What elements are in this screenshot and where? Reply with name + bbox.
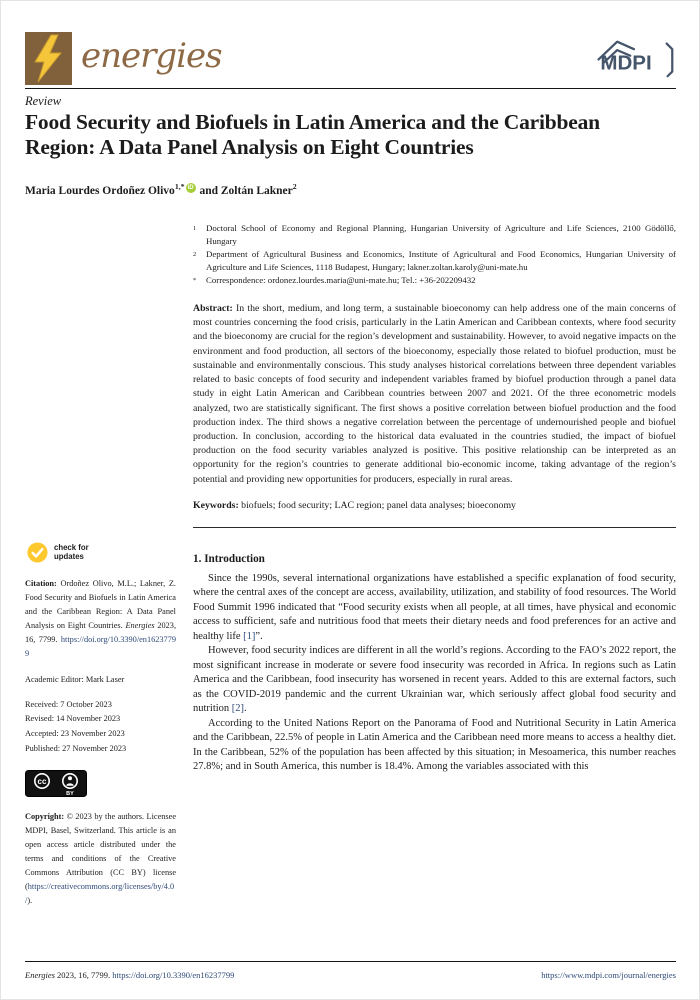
check-updates-label — [54, 544, 89, 562]
abstract-text: In the short, medium, and long term, a sustainable bioeconomy can help address one of the main concerns of most countries concerning the food crisis, particularly in the Latin American and Caribbean contexts, where food security and the bioeconomy are crucial for the region’s development and sustainability. However, to avoid negative impacts on the environment and food production, all sectors of the bioeconomy, especially those related to biofuel production, must be sustainable and environmentally conscious. This study analyses historical correlations between three dependent variables related to basic concepts of food security and independent variables framed by biofuel production through a panel data study in eight Latin American and Caribbean countries between 2007 and 2021. Of the three econometric models analyzed, two are statistically significant. The first shows a positive correlation between biofuel production and the food production index. The third shows a negative correlation between the percentage of undernourished people and biofuel production. In conclusion, according to the historical data evaluated in the countries studied, the impact of biofuel production on the food security variables analyzed is positive. This positive relationship can be interpreted as an opportunity for the region’s countries to generate additional bio-economic income, taking advantage of the region’s potential and providing new opportunities for producers, especially in rural areas. — [193, 303, 676, 485]
affiliation-text: Correspondence: ordonez.lourdes.maria@uni-mate.hu; Tel.: +36-202209432 — [206, 275, 476, 286]
section-divider — [193, 527, 676, 528]
sidebar — [25, 542, 176, 908]
citation-journal: Energies — [125, 621, 155, 631]
journal-name: energies — [81, 35, 222, 76]
footer-journal-name: Energies — [25, 970, 55, 980]
copyright-text-tail: ). — [27, 896, 33, 906]
footer-citation — [25, 970, 234, 980]
cc-icon-label: cc — [37, 776, 47, 786]
author-2-affil-sup: 2 — [292, 182, 297, 191]
cc-by-badge[interactable] — [25, 770, 176, 802]
revised-date: Revised: 14 November 2023 — [25, 714, 121, 724]
affiliation-text: Department of Agricultural Business and Economics, Institute of Agricultural and Food Economics, Hungarian University of Agriculture and Life Sciences, 1118 Budapest, Hungary; lakner.zoltan.karoly@uni-mate.hu — [206, 249, 676, 273]
by-label: BY — [66, 790, 74, 797]
citation-text: Ordoñez Olivo, M.L.; Lakner, Z. Food Security and Biofuels in Latin America and the Caribbean Region: A Data Panel Analysis on Eight Countries. — [25, 579, 176, 631]
intro-para-2-text: However, food security indices are different in all the world’s regions. According to the FAO’s 2022 report, the most significant increase in moderate or severe food insecurity was recorded in Africa. In regions such as Latin America and the Caribbean, food insecurity has worsened in recent years. Added to this are external factors, such as the COVID-2019 pandemic and the current Ukrainian war, which seriously affect global food security and nutrition — [193, 645, 676, 715]
check-updates-line1: check for — [54, 542, 89, 552]
citation-doi-link[interactable]: https://doi.org/10.3390/en16237799 — [25, 635, 176, 659]
abstract — [193, 302, 676, 487]
footer-doi-link[interactable]: https://doi.org/10.3390/en16237799 — [112, 970, 235, 980]
main-column — [193, 222, 676, 775]
footer-journal-link[interactable]: https://www.mdpi.com/journal/energies — [541, 970, 676, 980]
abstract-label: Abstract: — [193, 303, 233, 315]
journal-header — [25, 30, 676, 87]
footer-divider — [25, 961, 676, 962]
check-icon — [27, 542, 48, 563]
author-2: Zoltán Lakner — [220, 184, 293, 197]
citation-label: Citation: — [25, 579, 57, 588]
energies-bolt-icon — [25, 32, 72, 85]
keywords-text: biofuels; food security; LAC region; panel data analyses; bioeconomy — [241, 499, 516, 511]
received-date: Received: 7 October 2023 — [25, 699, 112, 709]
authors-line — [25, 183, 297, 197]
academic-editor: Academic Editor: Mark Laser — [25, 674, 125, 684]
affiliation-marker: * — [193, 276, 197, 284]
article-dates — [25, 698, 176, 757]
authors-separator: and — [199, 184, 218, 197]
orcid-icon[interactable]: iD — [187, 185, 194, 191]
copyright-block — [25, 810, 176, 909]
check-updates-line2: updates — [54, 551, 84, 561]
intro-para-1 — [193, 572, 676, 644]
affiliation-row — [193, 222, 676, 248]
mdpi-logo[interactable] — [592, 36, 676, 81]
affiliations-list — [193, 222, 676, 287]
page-title: Food Security and Biofuels in Latin America and the Caribbean Region: A Data Panel Analysis on Eight Countries — [25, 110, 600, 160]
citation-ref: 2023, 16, 7799. — [25, 621, 177, 645]
author-1-affil-sup: 1,* — [174, 182, 185, 191]
copyright-license-link[interactable]: https://creativecommons.org/licenses/by/4.0/ — [25, 882, 175, 906]
accepted-date: Accepted: 23 November 2023 — [25, 729, 125, 739]
intro-heading: 1. Introduction — [193, 552, 265, 565]
affiliation-row — [193, 274, 676, 287]
affiliation-marker: 1 — [193, 224, 197, 232]
header-divider — [25, 88, 676, 89]
footer-ref: 2023, 16, 7799. — [57, 970, 111, 980]
intro-para-1-tail: ”. — [255, 630, 263, 642]
footer — [25, 970, 676, 980]
citation-block — [25, 577, 176, 662]
author-1: Maria Lourdes Ordoñez Olivo — [25, 184, 175, 197]
mdpi-logo-label: MDPI — [600, 51, 652, 75]
intro-para-1-text: Since the 1990s, several international organizations have established a specific explanation of food security, where the central axes of the concept are access, availability, utilization, and stability of food resources. The World Food Summit 1996 indicated that “Food security exists when all people, at all times, have physical and economic access to sufficient, safe and nutritious food that meets their dietary needs and food preferences for an active and healthy life — [193, 572, 676, 642]
article-type-label: Review — [25, 94, 62, 108]
intro-para-3: According to the United Nations Report on the Panorama of Food and Nutritional Security in Latin America and the Caribbean, 22.5% of people in Latin America and the Caribbean need more means to access a healthy diet. In the Caribbean, 52% of the population has been affected by this situation; in Mesoamerica, this number reaches 27.8%; and in South America, this number is 18.4%. Among the variables associated with this — [193, 717, 676, 773]
copyright-label: Copyright: — [25, 811, 65, 821]
intro-para-2-tail: . — [244, 703, 247, 715]
copyright-text: © 2023 by the authors. Licensee MDPI, Basel, Switzerland. This article is an open access article distributed under the terms and conditions of the Creative Commons Attribution (CC BY) license ( — [25, 811, 176, 892]
intro-para-2 — [193, 644, 676, 716]
affiliation-row — [193, 248, 676, 274]
ref-link-2[interactable]: [2] — [231, 703, 245, 715]
keywords-label: Keywords: — [193, 499, 239, 511]
published-date: Published: 27 November 2023 — [25, 743, 127, 753]
energies-logo[interactable] — [25, 32, 222, 85]
keywords — [193, 499, 676, 513]
affiliation-marker: 2 — [193, 250, 197, 258]
affiliation-text: Doctoral School of Economy and Regional Planning, Hungarian University of Agriculture and Life Sciences, 2100 Gödöllő, Hungary — [206, 223, 676, 247]
ref-link-1[interactable]: [1] — [243, 630, 256, 642]
check-updates-badge[interactable] — [27, 542, 176, 563]
